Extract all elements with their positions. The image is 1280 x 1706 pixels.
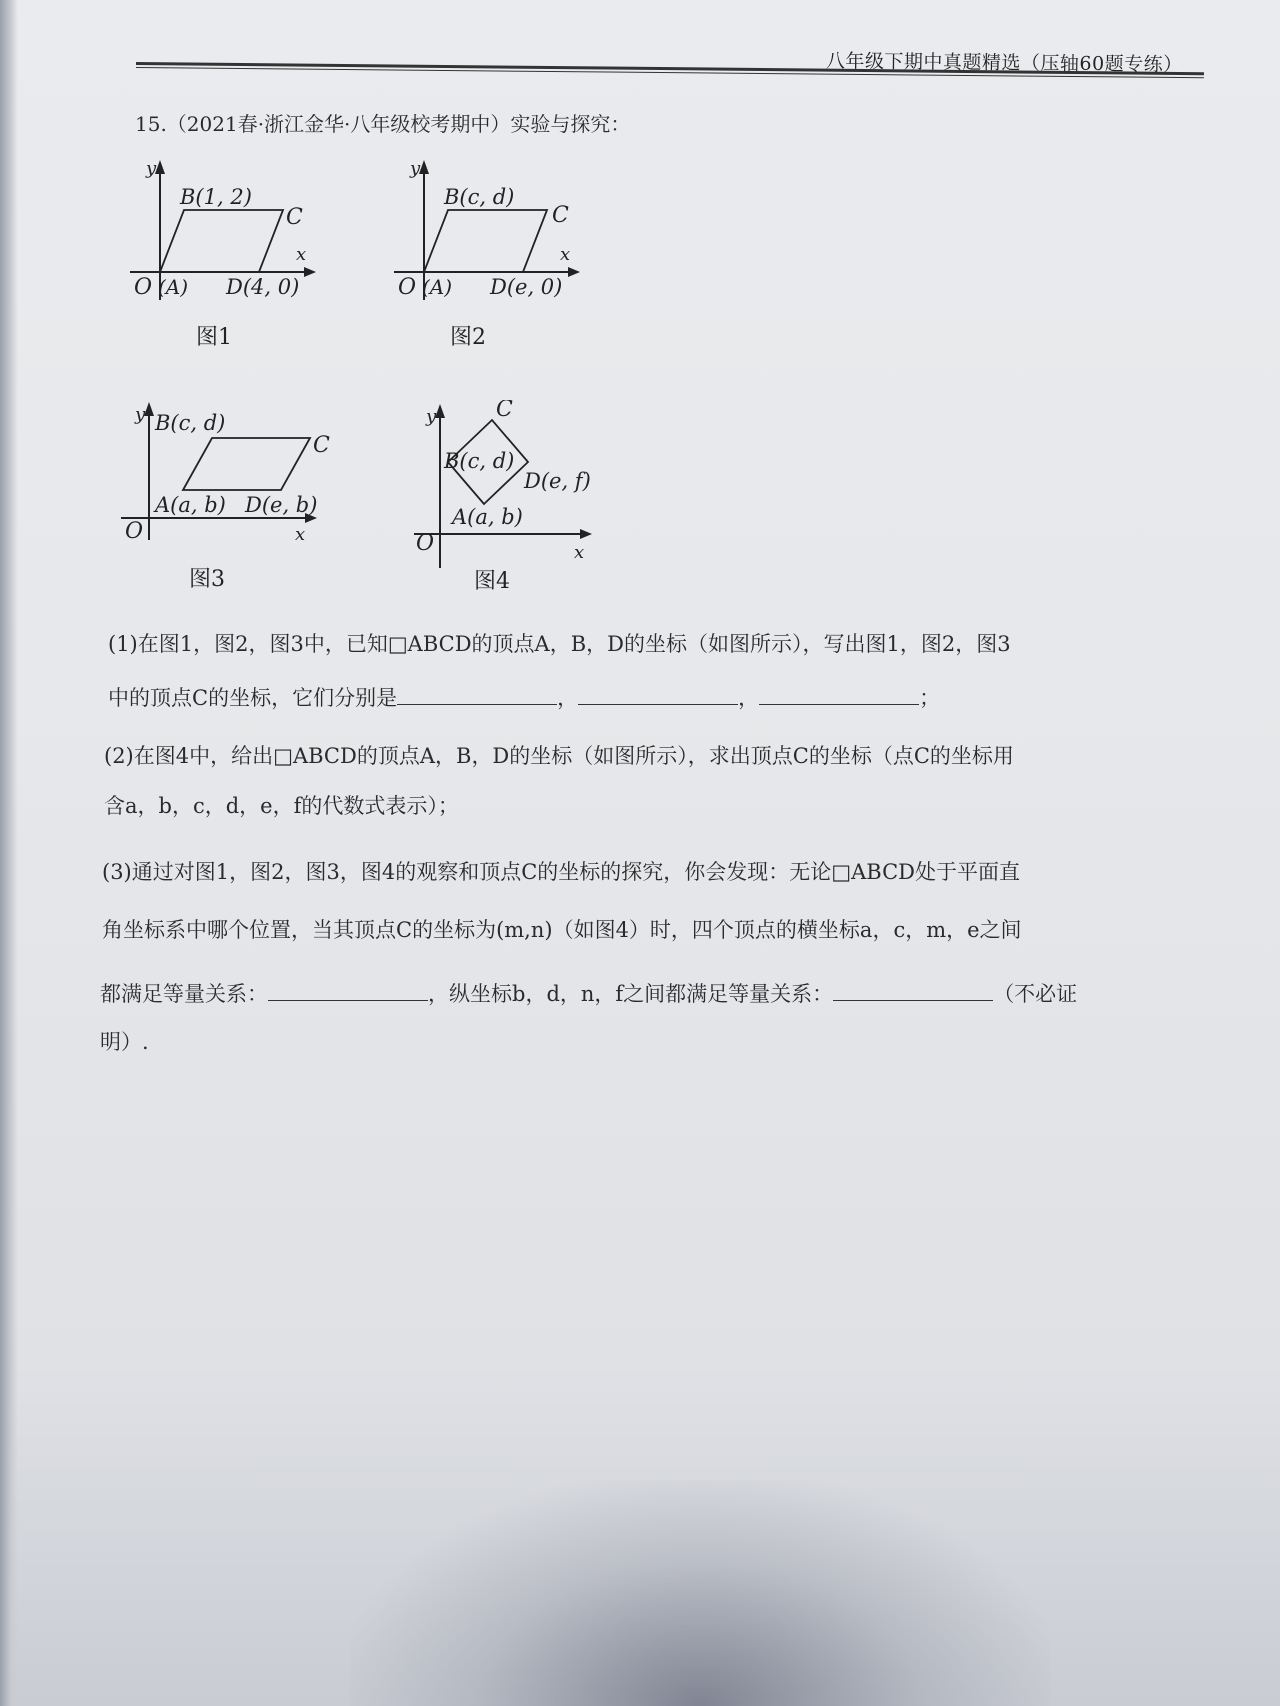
fig2-x-label: x	[560, 244, 571, 265]
fig1-a-label: (A)	[158, 275, 189, 299]
figure-3-caption: 图3	[189, 567, 225, 592]
figure-1	[120, 160, 340, 350]
fig3-y-label: y	[135, 404, 146, 425]
answer-blank-c3[interactable]	[759, 686, 919, 705]
fig3-origin-label: O	[125, 519, 144, 544]
part-2-line-2: 含a，b，c，d，e，f的代数式表示）；	[104, 794, 459, 818]
figure-1-caption: 图1	[196, 325, 232, 350]
figure-4	[410, 400, 620, 594]
part-3-line-4: 明）.	[100, 1030, 149, 1054]
part-3-line-1: (3)通过对图1，图2，图3，图4的观察和顶点C的坐标的探究，你会发现：无论□ABCD处于平面直	[102, 860, 1020, 884]
fig1-c-label: C	[286, 205, 303, 230]
figure-2-caption: 图2	[450, 325, 486, 350]
fig4-origin-label: O	[416, 531, 435, 556]
separator-2: ，	[738, 686, 760, 710]
fig1-origin-label: O	[134, 275, 153, 300]
part-3-line-3-text-c: （不必证	[993, 982, 1078, 1006]
answer-blank-x-relation[interactable]	[268, 982, 428, 1001]
fig1-x-label: x	[296, 244, 307, 265]
part-1-line-1: (1)在图1，图2，图3中，已知□ABCD的顶点A，B，D的坐标（如图所示），写出图1，图2，图3	[108, 632, 1011, 656]
part-3-line-2: 角坐标系中哪个位置，当其顶点C的坐标为(m,n)（如图4）时，四个顶点的横坐标a，c，m，e之间	[102, 918, 1022, 942]
question-title: 15.（2021春·浙江金华·八年级校考期中）实验与探究：	[135, 112, 631, 136]
fig2-d-label: D(e, 0)	[490, 275, 563, 299]
fig4-x-label: x	[574, 542, 585, 563]
fig1-b-label: B(1, 2)	[180, 185, 252, 209]
bottom-shadow	[350, 1480, 1050, 1706]
fig2-b-label: B(c, d)	[444, 185, 515, 209]
answer-blank-c1[interactable]	[397, 686, 557, 705]
figure-4-diagram	[410, 400, 620, 570]
fig3-c-label: C	[313, 433, 330, 458]
fig4-c-label: C	[496, 400, 513, 422]
figure-3-diagram	[115, 400, 355, 550]
fig2-y-label: y	[410, 160, 421, 179]
answer-blank-c2[interactable]	[578, 686, 738, 705]
figure-2-diagram	[384, 160, 604, 310]
fig2-origin-label: O	[398, 275, 417, 300]
answer-blank-y-relation[interactable]	[833, 982, 993, 1001]
part-3-line-3-text-b: ，纵坐标b，d，n，f之间都满足等量关系：	[428, 982, 834, 1006]
figure-1-diagram	[120, 160, 340, 310]
part-2-line-1: (2)在图4中，给出□ABCD的顶点A，B，D的坐标（如图所示），求出顶点C的坐标（点C的坐标用	[104, 744, 1014, 768]
fig4-y-label: y	[426, 406, 437, 427]
part-1-line-2	[108, 686, 1218, 711]
figure-3	[115, 400, 355, 592]
part-1-line-2-text: 中的顶点C的坐标，它们分别是	[108, 686, 398, 710]
fig3-a-label: A(a, b)	[155, 493, 226, 517]
fig1-d-label: D(4, 0)	[226, 275, 300, 299]
fig4-d-label: D(e, f)	[524, 469, 591, 493]
fig2-c-label: C	[552, 203, 569, 228]
fig3-d-label: D(e, b)	[245, 493, 318, 517]
page-header-title: 八年级下期中真题精选（压轴60题专练）	[825, 50, 1183, 76]
figure-2	[384, 160, 604, 350]
part-3-line-3-text-a: 都满足等量关系：	[100, 982, 268, 1006]
end-mark-1: ；	[919, 686, 941, 710]
page-left-edge-shadow	[0, 0, 18, 1706]
fig4-b-label: B(c, d)	[444, 449, 515, 473]
fig4-a-label: A(a, b)	[452, 505, 523, 529]
separator-1: ，	[557, 686, 579, 710]
figure-4-caption: 图4	[474, 569, 510, 594]
part-3-line-3	[100, 982, 1210, 1007]
fig2-a-label: (A)	[422, 275, 453, 299]
fig3-b-label: B(c, d)	[155, 411, 226, 435]
fig1-y-label: y	[146, 160, 157, 179]
fig3-x-label: x	[295, 524, 306, 545]
